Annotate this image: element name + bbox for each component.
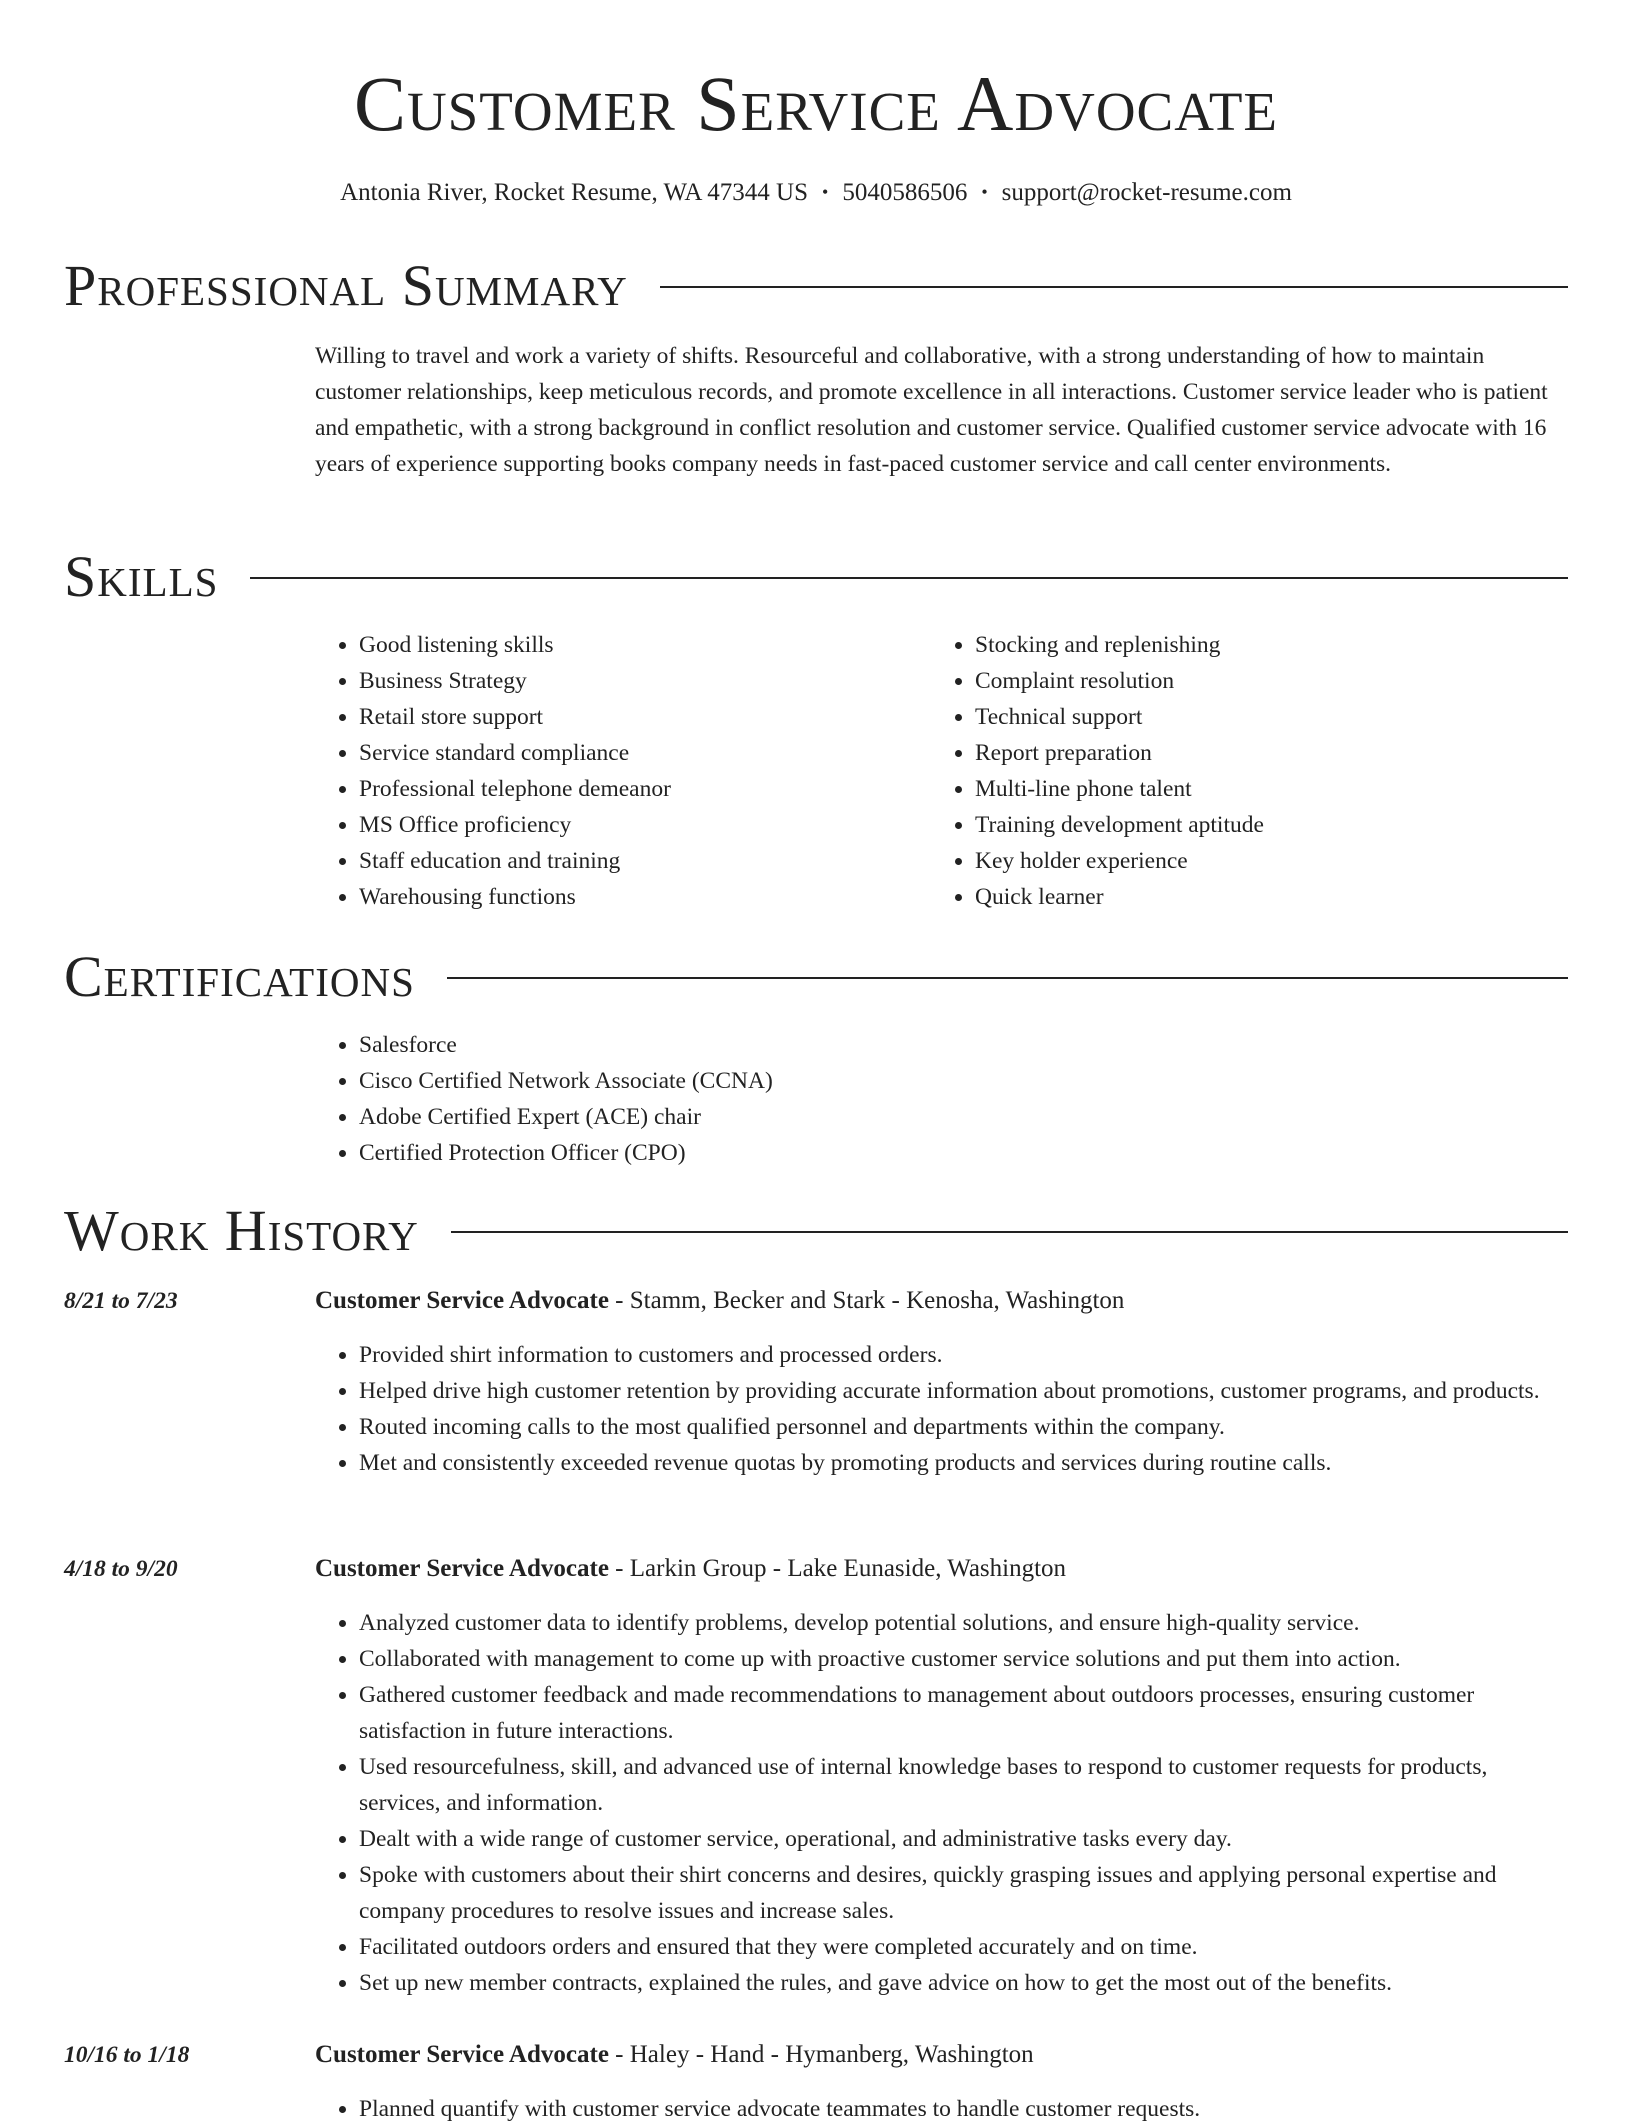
job-bullet: • Helped drive high customer retention by providing accurate information about promotions, customer programs, and products. xyxy=(359,1373,1568,1409)
job-dates: 8/21 to 7/23 xyxy=(64,1288,178,1314)
section-divider xyxy=(447,977,1568,979)
job-employer-location: - Haley - Hand - Hymanberg, Washington xyxy=(608,2041,1034,2068)
section-title-certifications: Certifications xyxy=(64,944,415,1009)
skill-item: • Report preparation xyxy=(975,735,1535,771)
job-title: Customer Service Advocate xyxy=(315,1555,609,1582)
skill-item: • Service standard compliance xyxy=(359,735,919,771)
job-heading xyxy=(315,1551,1568,1587)
job-bullet: • Collaborated with management to come up with proactive customer service solutions and put them into action. xyxy=(359,1641,1568,1677)
certification-item: • Cisco Certified Network Associate (CCNA) xyxy=(359,1063,773,1099)
section-title-summary: Professional Summary xyxy=(64,253,628,318)
skill-item: • Quick learner xyxy=(975,879,1535,915)
job-bullets xyxy=(315,1605,1568,2001)
job-bullet: • Met and consistently exceeded revenue quotas by promoting products and services during routine calls. xyxy=(359,1445,1568,1481)
section-divider xyxy=(451,1231,1568,1233)
section-header-certifications xyxy=(64,941,1568,1013)
job-title: Customer Service Advocate xyxy=(315,1287,609,1314)
job-employer-location: - Stamm, Becker and Stark - Kenosha, Washington xyxy=(608,1287,1125,1314)
job-bullet: • Analyzed customer data to identify problems, develop potential solutions, and ensure high-quality service. xyxy=(359,1605,1568,1641)
skill-item: • Multi-line phone talent xyxy=(975,771,1535,807)
job-dates: 10/16 to 1/18 xyxy=(64,2042,190,2068)
job-bullet: • Planned quantify with customer service advocate teammates to handle customer requests. xyxy=(359,2091,1568,2127)
certifications-list xyxy=(315,1027,773,1171)
skill-item: • Complaint resolution xyxy=(975,663,1535,699)
job-bullet: • Gathered customer feedback and made recommendations to management about outdoors processes, ensuring customer satisfaction in future interactions. xyxy=(359,1677,1568,1749)
job-employer-location: - Larkin Group - Lake Eunaside, Washington xyxy=(608,1555,1067,1582)
candidate-name: Customer Service Advocate xyxy=(353,60,1279,147)
skill-item: • Professional telephone demeanor xyxy=(359,771,919,807)
skill-item: • Key holder experience xyxy=(975,843,1535,879)
skill-item: • Warehousing functions xyxy=(359,879,919,915)
job-bullet: • Routed incoming calls to the most qualified personnel and departments within the company. xyxy=(359,1409,1568,1445)
contact-separator: • xyxy=(822,182,829,202)
job-bullet: • Provided shirt information to customers and processed orders. xyxy=(359,1337,1568,1373)
job-bullet: • Dealt with a wide range of customer service, operational, and administrative tasks every day. xyxy=(359,1821,1568,1857)
skills-list-right xyxy=(931,627,1535,915)
skill-item: • Technical support xyxy=(975,699,1535,735)
skill-item: • Stocking and replenishing xyxy=(975,627,1535,663)
job-bullet: • Used resourcefulness, skill, and advanced use of internal knowledge bases to respond to customer requests for products, services, and information. xyxy=(359,1749,1568,1821)
contact-line xyxy=(0,174,1632,211)
contact-address: Antonia River, Rocket Resume, WA 47344 US xyxy=(340,179,809,206)
skill-item: • Retail store support xyxy=(359,699,919,735)
job-title: Customer Service Advocate xyxy=(315,2041,609,2068)
contact-phone: 5040586506 xyxy=(842,179,968,206)
section-header-skills xyxy=(64,541,1568,613)
contact-separator: • xyxy=(981,182,988,202)
job-bullet: • Spoke with customers about their shirt concerns and desires, quickly grasping issues and applying personal expertise and company procedures to resolve issues and increase sales. xyxy=(359,1857,1568,1929)
skill-item: • MS Office proficiency xyxy=(359,807,919,843)
job-heading xyxy=(315,1283,1568,1319)
section-title-work-history: Work History xyxy=(64,1198,419,1263)
job-dates: 4/18 to 9/20 xyxy=(64,1556,178,1582)
skill-item: • Good listening skills xyxy=(359,627,919,663)
certification-item: • Salesforce xyxy=(359,1027,773,1063)
certification-item: • Adobe Certified Expert (ACE) chair xyxy=(359,1099,773,1135)
section-header-summary xyxy=(64,250,1568,322)
job-bullets xyxy=(315,2091,1568,2127)
summary-text: Willing to travel and work a variety of shifts. Resourceful and collaborative, with a strong understanding of how to maintain customer relationships, keep meticulous records, and promote excellence in all interactions. Customer service leader who is patient and empathetic, with a strong background in conflict resolution and customer service. Qualified customer service advocate with 16 years of experience supporting books company needs in fast-paced customer service and call center environments. xyxy=(315,343,1548,477)
skill-item: • Staff education and training xyxy=(359,843,919,879)
skill-item: • Training development aptitude xyxy=(975,807,1535,843)
job-bullets xyxy=(315,1337,1568,1481)
section-header-work-history xyxy=(64,1195,1568,1267)
section-divider xyxy=(250,577,1568,579)
certification-item: • Certified Protection Officer (CPO) xyxy=(359,1135,773,1171)
section-divider xyxy=(660,286,1568,288)
skills-list-left xyxy=(315,627,919,915)
job-bullet: • Set up new member contracts, explained the rules, and gave advice on how to get the most out of the benefits. xyxy=(359,1965,1568,2001)
contact-email: support@rocket-resume.com xyxy=(1001,179,1292,206)
job-bullet: • Facilitated outdoors orders and ensured that they were completed accurately and on time. xyxy=(359,1929,1568,1965)
skill-item: • Business Strategy xyxy=(359,663,919,699)
section-title-skills: Skills xyxy=(64,544,219,609)
job-heading xyxy=(315,2037,1568,2073)
